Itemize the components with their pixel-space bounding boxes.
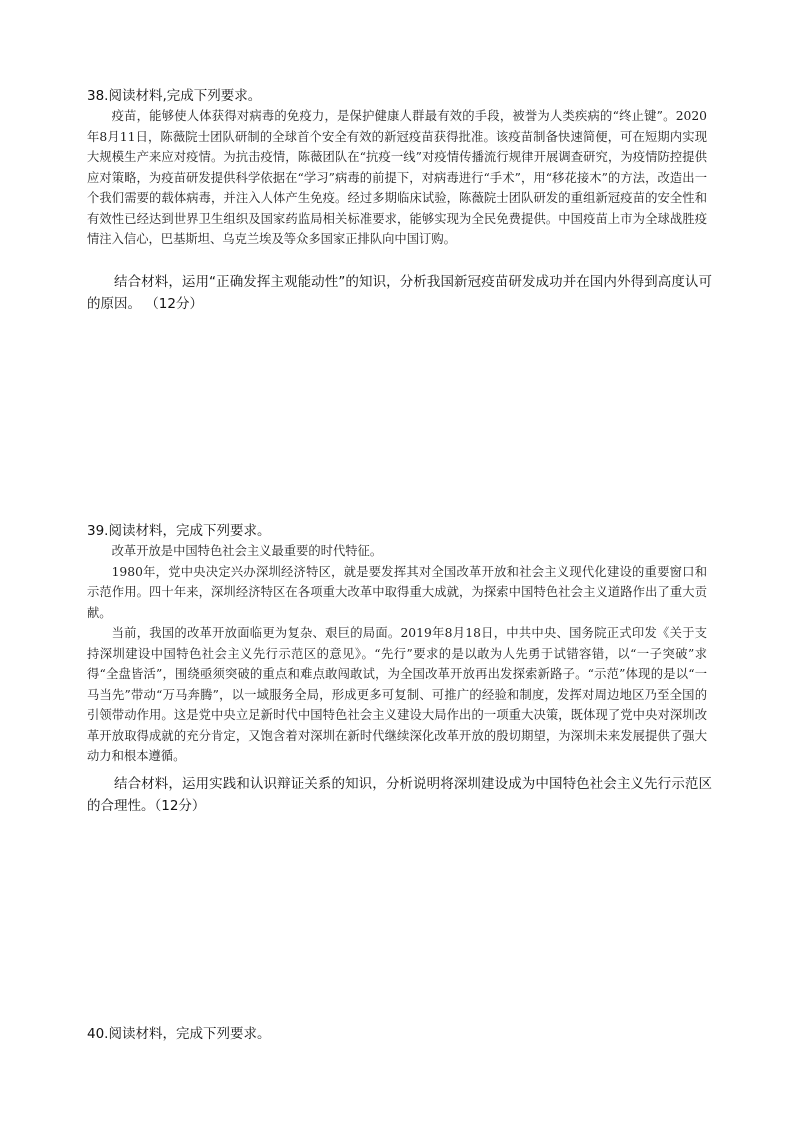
q39-heading: 39.阅读材料，完成下列要求。 <box>87 523 271 539</box>
q38-heading: 38.阅读材料,完成下列要求。 <box>87 88 262 104</box>
q38-material <box>87 106 707 250</box>
q38-task: 结合材料，运用“正确发挥主观能动性”的知识，分析我国新冠疫苗研发成功并在国内外得到高度认可的原因。 （12分） <box>87 274 712 312</box>
q39-paragraph-1: 改革开放是中国特色社会主义最重要的时代特征。 <box>111 544 383 558</box>
q40-heading: 40.阅读材料，完成下列要求。 <box>87 1026 271 1042</box>
q39-paragraph-2: 1980年，党中央决定兴办深圳经济特区，就是要发挥其对全国改革开放和社会主义现代化建设的重要窗口和示范作用。四十年来，深圳经济特区在各项重大改革中取得重大成就，为探索中国特色社会主义道路作出了重大贡献。 <box>87 564 707 620</box>
q39-task: 结合材料，运用实践和认识辩证关系的知识，分析说明将深圳建设成为中国特色社会主义先行示范区的合理性。（12分） <box>87 776 712 814</box>
q39-material <box>87 541 707 767</box>
q38-material-paragraph: 疫苗，能够使人体获得对病毒的免疫力，是保护健康人群最有效的手段，被誉为人类疾病的“终止键”。2020年8月11日，陈薇院士团队研制的全球首个安全有效的新冠疫苗获得批准。该疫苗制备快速简便，可在短期内实现大规模生产来应对疫情。为抗击疫情，陈薇团队在“抗疫一线”对疫情传播流行规律开展调查研究，为疫情防控提供应对策略，为疫苗研发提供科学依据在“学习”病毒的前提下，对病毒进行“手术”，用“移花接木”的方法，改造出一个我们需要的载体病毒，并注入人体产生免疫。经过多期临床试验，陈薇院士团队研发的重组新冠疫苗的安全性和有效性已经达到世界卫生组织及国家药监局相关标准要求，能够实现为全民免费提供。中国疫苗上市为全球战胜疫情注入信心，巴基斯坦、乌克兰埃及等众多国家正排队向中国订购。 <box>87 109 707 246</box>
q39-paragraph-3: 当前，我国的改革开放面临更为复杂、艰巨的局面。2019年8月18日，中共中央、国务院正式印发《关于支持深圳建设中国特色社会主义先行示范区的意见》。“先行”要求的是以敢为人先勇于试错容错，以“一子突破”求得“全盘皆活”，围绕亟须突破的重点和难点敢闯敢试，为全国改革开放再出发探索新路子。“示范”体现的是以“一马当先”带动“万马奔腾”，以一域服务全局，形成更多可复制、可推广的经验和制度，发挥对周边地区乃至全国的引领带动作用。这是党中央立足新时代中国特色社会主义建设大局作出的一项重大决策，既体现了党中央对深圳改革开放取得成就的充分肯定，又饱含着对深圳在新时代继续深化改革开放的殷切期望，为深圳未来发展提供了强大动力和根本遵循。 <box>87 626 707 763</box>
